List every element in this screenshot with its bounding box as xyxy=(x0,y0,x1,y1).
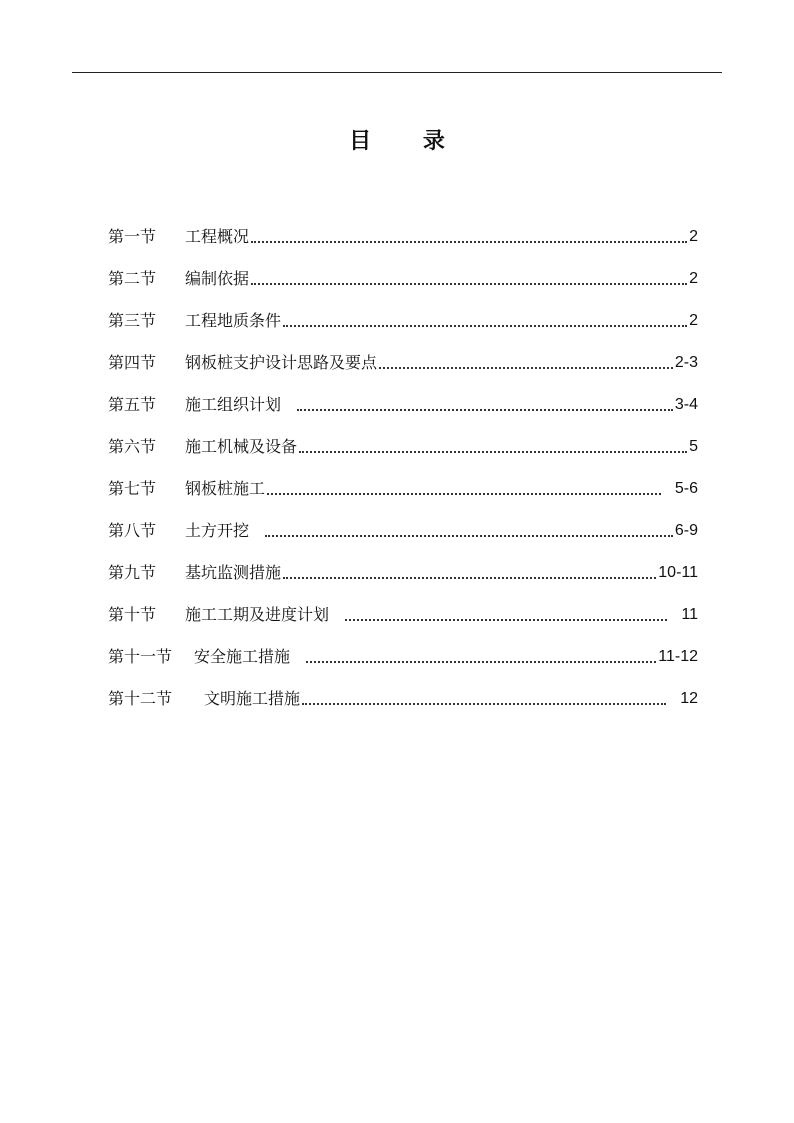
toc-dot-leader xyxy=(297,409,673,411)
toc-entry[interactable] xyxy=(108,586,698,628)
toc-section-number: 第八节 xyxy=(108,521,157,540)
toc-entry[interactable] xyxy=(108,334,698,376)
toc-dot-leader xyxy=(345,619,667,621)
toc-section-title: 工程地质条件 xyxy=(185,311,282,330)
toc-section-number: 第七节 xyxy=(108,479,157,498)
toc-section-title: 安全施工措施 xyxy=(194,647,291,666)
header-rule xyxy=(72,72,722,73)
toc-dot-leader xyxy=(299,451,687,453)
toc-page-number: 5 xyxy=(689,438,698,455)
toc-dot-leader xyxy=(283,325,687,327)
toc-entry[interactable] xyxy=(108,208,698,250)
toc-entry[interactable] xyxy=(108,670,698,712)
toc-page-number: 5-6 xyxy=(674,480,698,497)
toc-section-title: 基坑监测措施 xyxy=(185,563,282,582)
toc-entry[interactable] xyxy=(108,250,698,292)
toc-section-title: 钢板桩支护设计思路及要点 xyxy=(185,353,378,372)
toc-section-title: 土方开挖 xyxy=(185,521,250,540)
toc-entry[interactable] xyxy=(108,628,698,670)
toc-section-number: 第九节 xyxy=(108,563,157,582)
toc-page-number: 11 xyxy=(681,606,698,623)
toc-section-number: 第十节 xyxy=(108,605,157,624)
toc-section-title: 工程概况 xyxy=(185,227,250,246)
toc-entry[interactable] xyxy=(108,544,698,586)
toc-section-title: 文明施工措施 xyxy=(204,689,301,708)
toc-page-number: 2 xyxy=(689,312,698,329)
toc-dot-leader xyxy=(251,241,687,243)
toc-entry[interactable] xyxy=(108,502,698,544)
toc-dot-leader xyxy=(302,703,666,705)
toc-page-number: 2 xyxy=(689,228,698,245)
toc-section-number: 第五节 xyxy=(108,395,157,414)
toc-section-title: 施工组织计划 xyxy=(185,395,282,414)
toc-dot-leader xyxy=(306,661,656,663)
toc-section-number: 第一节 xyxy=(108,227,157,246)
toc-entry[interactable] xyxy=(108,460,698,502)
toc-page-number: 11-12 xyxy=(658,648,698,665)
toc-section-title: 施工机械及设备 xyxy=(185,437,298,456)
toc-dot-leader xyxy=(251,283,687,285)
toc-dot-leader xyxy=(267,493,661,495)
toc-section-number: 第六节 xyxy=(108,437,157,456)
toc-section-title: 编制依据 xyxy=(185,269,250,288)
toc-section-number: 第四节 xyxy=(108,353,157,372)
table-of-contents xyxy=(108,208,698,712)
toc-dot-leader xyxy=(379,367,673,369)
toc-entry[interactable] xyxy=(108,376,698,418)
toc-page-number: 6-9 xyxy=(674,522,698,539)
toc-page-number: 12 xyxy=(680,690,698,707)
document-title: 目 录 xyxy=(349,128,467,154)
toc-dot-leader xyxy=(265,535,673,537)
toc-section-number: 第十一节 xyxy=(108,647,173,666)
toc-section-title: 施工工期及进度计划 xyxy=(185,605,330,624)
toc-section-number: 第十二节 xyxy=(108,689,173,708)
toc-entry[interactable] xyxy=(108,418,698,460)
toc-section-number: 第三节 xyxy=(108,311,157,330)
toc-page-number: 2 xyxy=(689,270,698,287)
toc-page-number: 2-3 xyxy=(674,354,698,371)
toc-section-title: 钢板桩施工 xyxy=(185,479,266,498)
toc-page-number: 3-4 xyxy=(674,396,698,413)
toc-dot-leader xyxy=(283,577,656,579)
toc-page-number: 10-11 xyxy=(658,564,698,581)
toc-entry[interactable] xyxy=(108,292,698,334)
toc-section-number: 第二节 xyxy=(108,269,157,288)
